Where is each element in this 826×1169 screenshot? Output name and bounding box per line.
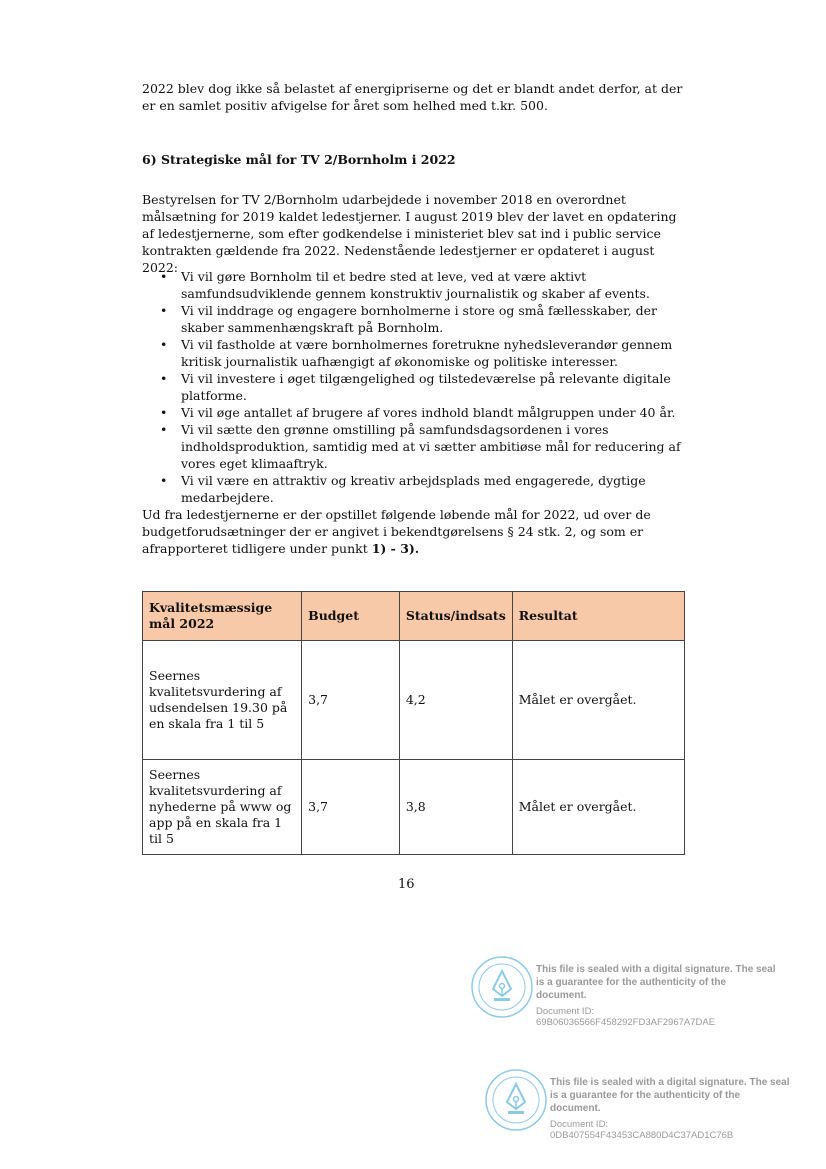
seal-pen-icon [470,955,534,1019]
ledestjerner-list [142,268,692,506]
table-header-row [143,592,685,641]
table-cell: 3,7 [302,760,400,855]
column-header: Status/indsats [399,592,512,641]
list-item: • Vi vil gøre Bornholm til et bedre sted at leve, ved at være aktivt samfundsudviklende gennem konstruktiv journalistik og skaber af events. [142,268,692,302]
table-row [143,760,685,855]
seal-message: This file is sealed with a digital signature. The seal is a guarantee for the authenticity of the document. [550,1077,790,1114]
page-number: 16 [398,877,415,892]
goals-intro-text: Ud fra ledestjernerne er der opstillet følgende løbende mål for 2022, ud over de budgetforudsætninger der er angivet i bekendtgørelsens § 24 stk. 2, og som er afrapporteret tidligere under punkt [142,507,651,556]
table-cell: 4,2 [399,641,512,760]
table-cell: Målet er overgået. [512,760,684,855]
digital-seal [484,1068,790,1158]
seal-message: This file is sealed with a digital signature. The seal is a guarantee for the authenticity of the document. [536,964,776,1001]
digital-seal [470,955,776,1045]
section-heading: 6) Strategiske mål for TV 2/Bornholm i 2022 [142,152,456,167]
seal-docid-label: Document ID: [550,1119,609,1130]
seal-docid-label: Document ID: [536,1006,595,1017]
column-header: Kvalitetsmæssige mål 2022 [143,592,302,641]
list-item: • Vi vil inddrage og engagere bornholmerne i store og små fællesskaber, der skaber sammenhængskraft på Bornholm. [142,302,692,336]
column-header: Budget [302,592,400,641]
intro-paragraph: 2022 blev dog ikke så belastet af energipriserne og det er blandt andet derfor, at der er en samlet positiv afvigelse for året som helhed med t.kr. 500. [142,81,683,113]
table-cell: 3,7 [302,641,400,760]
table-cell: Målet er overgået. [512,641,684,760]
list-item: • Vi vil sætte den grønne omstilling på samfundsdagsordenen i vores indholdsproduktion, samtidig med at vi sætter ambitiøse mål for reducering af vores eget klimaaftryk. [142,421,692,472]
list-item: • Vi vil være en attraktiv og kreativ arbejdsplads med engagerede, dygtige medarbejdere. [142,472,692,506]
table-cell: Seernes kvalitetsvurdering af nyhederne på www og app på en skala fra 1 til 5 [143,760,302,855]
goals-intro-paragraph [142,506,692,557]
table-cell: Seernes kvalitetsvurdering af udsendelsen 19.30 på en skala fra 1 til 5 [143,641,302,760]
list-item: • Vi vil øge antallet af brugere af vores indhold blandt målgruppen under 40 år. [142,404,692,421]
seal-docid: 69B06036566F458292FD3AF2967A7DAE [536,1017,716,1028]
goals-intro-reference: 1) - 3). [371,541,420,556]
column-header: Resultat [512,592,684,641]
table-row [143,641,685,760]
ledestjerner-paragraph: Bestyrelsen for TV 2/Bornholm udarbejdede i november 2018 en overordnet målsætning for 2019 kaldet ledestjerner. I august 2019 blev der lavet en opdatering af ledestjernerne, som efter godkendelse i ministeriet blev sat ind i public service kontrakten gældende fra 2022. Nedenstående ledestjerner er opdateret i august 2022: [142,192,677,275]
seal-docid: 0DB407554F43453CA880D4C37AD1C76B [550,1130,734,1141]
seal-pen-icon [484,1068,548,1132]
list-item: • Vi vil investere i øget tilgængelighed og tilstedeværelse på relevante digitale platforme. [142,370,692,404]
table-cell: 3,8 [399,760,512,855]
list-item: • Vi vil fastholde at være bornholmernes foretrukne nyhedsleverandør gennem kritisk journalistik uafhængigt af økonomiske og politiske interesser. [142,336,692,370]
quality-goals-table [142,591,685,855]
